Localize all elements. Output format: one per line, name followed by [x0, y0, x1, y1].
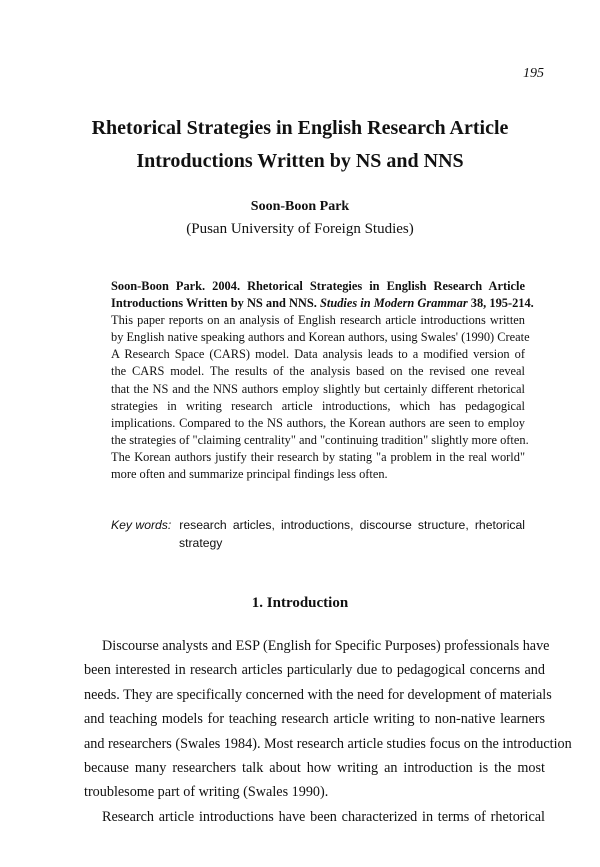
citation-volume-pages: 38, 195-214.: [467, 296, 534, 311]
abstract: [111, 278, 534, 483]
citation-title-end: Introductions Written by NS and NNS.: [111, 296, 320, 311]
keywords: [111, 516, 525, 552]
body-line: Research article introductions have been characterized in terms of rhetorical: [102, 808, 545, 825]
abstract-line: implications. Compared to the NS authors, the Korean authors are seen to employ: [111, 415, 525, 430]
abstract-line: The Korean authors justify their research by stating "a problem in the real world": [111, 449, 525, 464]
body-line: Discourse analysts and ESP (English for Specific Purposes) professionals have: [102, 638, 550, 654]
section-heading: 1. Introduction: [251, 595, 349, 611]
abstract-line: more often and summarize principal findings less often.: [111, 467, 388, 482]
abstract-line: the strategies of "claiming centrality" and "continuing tradition" slightly more often.: [111, 432, 529, 447]
citation-line-1: Soon-Boon Park. 2004. Rhetorical Strategies in English Research Article: [111, 279, 525, 293]
body-text: [84, 634, 572, 829]
title-line-2: Introductions Written by NS and NNS: [136, 150, 464, 172]
body-line: been interested in research articles particularly due to pedagogical concerns and: [84, 662, 545, 679]
page-number: 195: [523, 66, 544, 81]
keywords-label: Key words:: [111, 518, 172, 532]
keywords-line-1: research articles, introductions, discourse structure, rhetorical: [179, 518, 525, 532]
author-name: Soon-Boon Park: [250, 199, 350, 214]
body-line: needs. They are specifically concerned with the need for development of materials: [84, 686, 552, 703]
citation-journal: Studies in Modern Grammar: [319, 296, 468, 311]
title-line-1: Rhetorical Strategies in English Research Article: [91, 117, 509, 139]
body-line: and researchers (Swales 1984). Most research article studies focus on the introduction: [84, 735, 572, 752]
citation-line-2: [111, 295, 534, 312]
abstract-line: that the NS and the NNS authors employ slightly but certainly different rhetorical: [111, 381, 525, 396]
body-line: troublesome part of writing (Swales 1990).: [84, 784, 329, 801]
abstract-line: A Research Space (CARS) model. Data analysis leads to a modified version of: [111, 347, 525, 362]
body-line: because many researchers talk about how writing an introduction is the most: [84, 760, 545, 777]
abstract-line: This paper reports on an analysis of English research article introductions written: [111, 313, 525, 328]
author-affiliation: (Pusan University of Foreign Studies): [186, 221, 414, 237]
keywords-line-2: strategy: [179, 536, 223, 550]
abstract-line: by English native speaking authors and Korean authors, using Swales' (1990) Create: [111, 330, 530, 345]
article-title: [40, 112, 560, 178]
body-line: and teaching models for teaching research article writing to non-native learners: [84, 711, 545, 728]
abstract-line: strategies in writing research article introductions, which has pedagogical: [111, 398, 525, 413]
abstract-line: the CARS model. The results of the analysis based on the revised one reveal: [111, 364, 525, 379]
